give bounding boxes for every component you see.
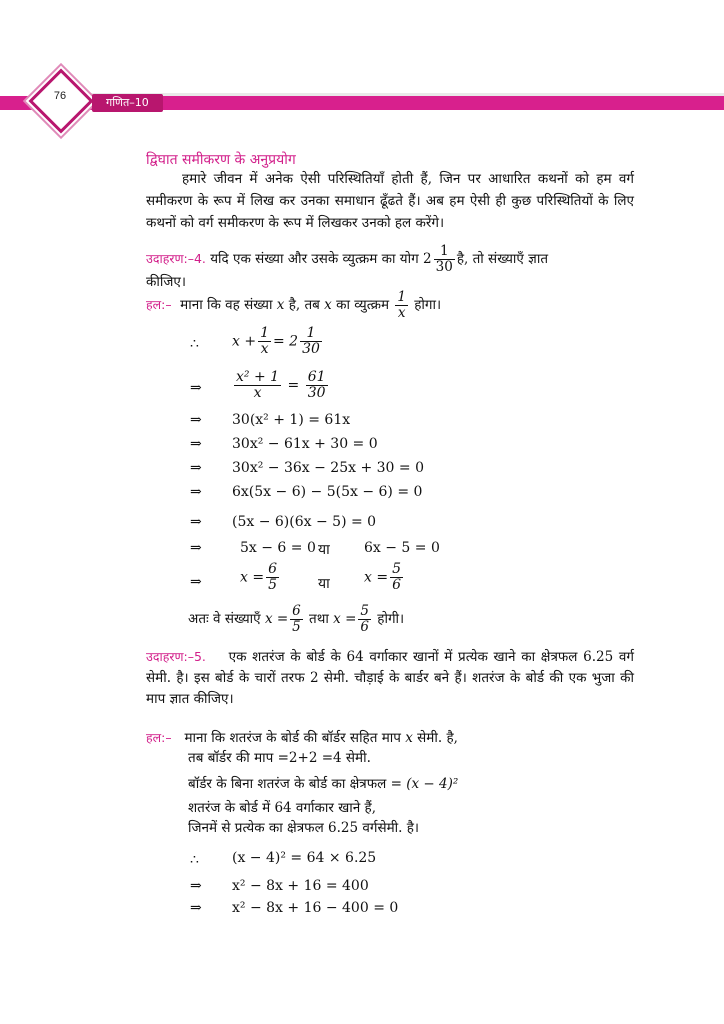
step-2-rhs-frac [306,370,328,401]
fraction-numerator: 1 [434,244,455,260]
subject-tag: गणित–10 [92,94,163,112]
ex5-step-2: x² − 8x + 16 = 400 [232,878,369,894]
ex5-step-3: x² − 8x + 16 − 400 = 0 [232,900,399,916]
therefore-symbol: ∴ [190,336,199,352]
fraction-numerator: 5 [360,603,369,619]
fraction-numerator: 5 [392,561,401,577]
implies-symbol: ⇒ [190,514,202,530]
solution-label: हल:– [146,730,172,745]
fraction-numerator: x² + 1 [236,369,280,385]
step-1-rhs: = 2 [273,333,299,350]
page-number: 76 [53,90,67,102]
step-8b: 6x − 5 = 0 [364,540,440,556]
step-9b-frac [390,562,403,593]
step-9a-lhs: x = [240,569,265,586]
mixed-fraction [434,244,455,275]
example5-solution-line-2: तब बॉर्डर की माप =2+2 =4 सेमी. [188,750,371,766]
step-9a-frac [266,562,279,593]
sol5-text-3: बॉर्डर के बिना शतरंज के बोर्ड का क्षेत्रफल [188,776,387,792]
example4-answer [188,604,404,635]
intro-paragraph: हमारे जीवन में अनेक ऐसी परिस्थितियाँ होती हैं, जिन पर आधारित कथनों को हम वर्ग समीकरण के रूप में लिख कर उनका समाधान ढूँढते हैं। अब हम ऐसी ही कुछ परिस्थितियों के लिए कथनों को वर्ग समीकरण के रूप में लिखकर उनको हल करेंगे। [146,171,634,231]
variable-x-2: x [324,297,332,313]
implies-symbol: ⇒ [190,484,202,500]
example4-solution-intro [146,290,441,321]
fraction-denominator: x [253,385,262,401]
sol5-text-2: सेमी. है, [417,730,458,746]
implies-symbol: ⇒ [190,900,202,916]
variable-x: x [276,297,285,313]
step-2-frac [234,370,281,401]
answer-frac-2 [358,604,371,635]
step-7: (5x − 6)(6x − 5) = 0 [232,514,377,530]
step-9a [240,562,281,593]
example5-question [146,646,634,710]
step-1 [232,326,324,357]
reciprocal-fraction [395,290,408,321]
example5-solution-line-4: शतरंज के बोर्ड में 64 वर्गाकार खाने हैं, [188,800,376,816]
example4-text-3: कीजिए। [146,274,186,290]
answer-lhs: x = [264,611,289,627]
fraction-denominator: 5 [268,577,277,593]
implies-symbol: ⇒ [190,574,202,590]
mixed-whole: 2 [423,251,432,267]
solution-label: हल:– [146,297,172,312]
implies-symbol: ⇒ [190,412,202,428]
sol-text-2: है, तब [288,297,320,313]
example5-solution-line-5: जिनमें से प्रत्येक का क्षेत्रफल 6.25 वर्गसेमी. है। [188,820,420,836]
fraction-denominator: 5 [292,619,301,635]
fraction-denominator: 30 [435,259,453,275]
fraction-numerator: 6 [292,603,301,619]
or-word: या [318,542,330,558]
implies-symbol: ⇒ [190,540,202,556]
example4-label: उदाहरण:–4. [146,251,206,266]
answer-end: होगी। [377,611,405,627]
sol5-text-1: माना कि शतरंज के बोर्ड की बॉर्डर सहित माप [184,730,401,746]
sol-text-3: का व्युत्क्रम [336,297,390,313]
step-9b [364,562,405,593]
fraction-numerator: 1 [260,325,269,341]
section-title: द्विघात समीकरण के अनुप्रयोग [146,152,296,168]
ex5-step-1: (x − 4)² = 64 × 6.25 [232,850,377,866]
implies-symbol: ⇒ [190,460,202,476]
fraction-denominator: 6 [392,577,401,593]
step-9b-lhs: x = [364,569,389,586]
step-1-rhs-frac [300,326,322,357]
sol-text-4: होगा। [414,297,442,313]
fraction-denominator: x [397,305,406,321]
example5-solution-line-3 [188,774,458,794]
sol-text-1: माना कि वह संख्या [180,297,273,313]
answer-lhs-2: x = [333,611,357,627]
example4-question [146,244,646,275]
answer-frac-1 [290,604,303,635]
step-2: $\frac{\text{x² + 1}}{x}$ = $\frac{61}{30}$ [236,369,326,401]
example5-label: उदाहरण:–5. [146,649,206,664]
step-3: 30(x² + 1) = 61x [232,412,351,428]
example4-text: यदि एक संख्या और उसके व्युत्क्रम का योग [210,251,419,267]
implies-symbol: ⇒ [190,436,202,452]
fraction-numerator: 6 [268,561,277,577]
variable-x: x [405,730,413,746]
fraction-denominator: 6 [360,619,369,635]
fraction-denominator: 30 [307,385,326,401]
answer-and: तथा [309,611,329,627]
fraction-numerator: 1 [300,326,322,342]
step-4: 30x² − 61x + 30 = 0 [232,436,378,452]
example5-solution-line-1 [146,728,458,748]
therefore-symbol: ∴ [190,852,199,868]
fraction-denominator: x [260,341,269,357]
example4-text-2: है, तो संख्याएँ ज्ञात [456,251,549,267]
fraction-denominator: 30 [302,341,320,357]
fraction-numerator: 1 [397,289,406,305]
or-word-2: या [318,576,330,592]
fraction-numerator: 61 [307,369,326,385]
step-8a: 5x − 6 = 0 [240,540,316,556]
implies-symbol: ⇒ [190,380,202,396]
implies-symbol: ⇒ [190,878,202,894]
answer-text: अतः वे संख्याएँ [188,611,261,627]
step-5: 30x² − 36x − 25x + 30 = 0 [232,460,424,476]
area-expression: = (x − 4)² [390,776,459,792]
step-1-lhs: x + [232,333,257,350]
step-6: 6x(5x − 6) − 5(5x − 6) = 0 [232,484,423,500]
step-1-frac [258,326,271,357]
example5-text: एक शतरंज के बोर्ड के 64 वर्गाकार खानों में प्रत्येक खाने का क्षेत्रफल 6.25 वर्ग सेमी. है। इस बोर्ड के चारों तरफ 2 सेमी. चौड़ाई के बार्डर बने हैं। शतरंज के बोर्ड की एक भुजा की माप ज्ञात कीजिए। [146,649,634,707]
